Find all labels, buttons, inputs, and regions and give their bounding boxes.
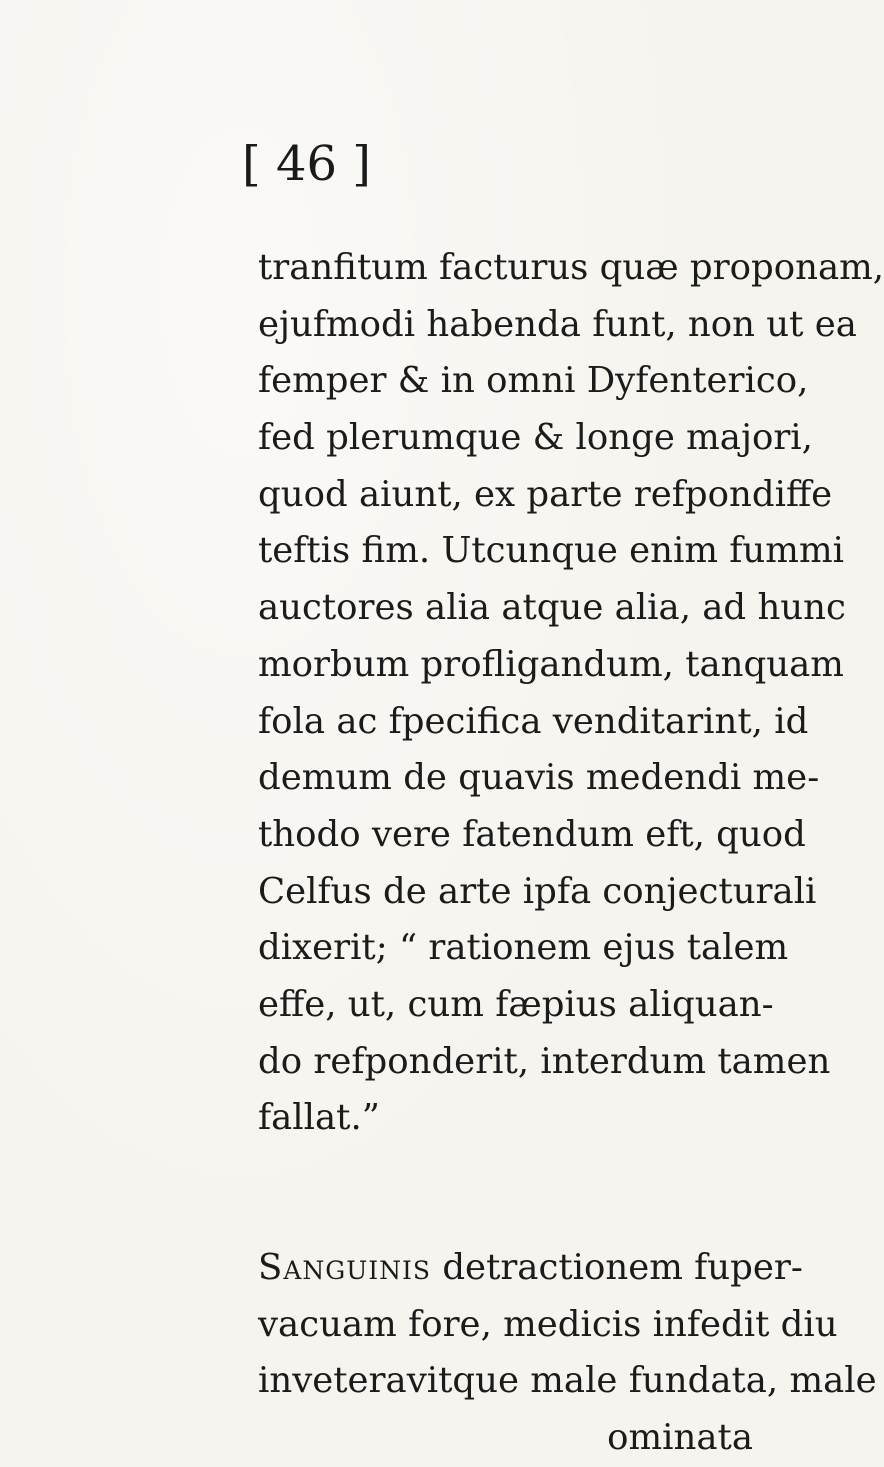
text-line: fola ac fpecifica venditarint, id bbox=[258, 700, 809, 742]
line-rest: detractionem fuper- bbox=[431, 1247, 803, 1288]
text-line: femper & in omni Dyfenterico, bbox=[258, 360, 809, 402]
text-line: teftis fim. Utcunque enim fummi bbox=[258, 530, 844, 572]
text-line: vacuam fore, medicis infedit diu bbox=[258, 1303, 838, 1345]
text-line: demum de quavis medendi me- bbox=[258, 757, 820, 799]
text-line bbox=[258, 1240, 803, 1297]
text-line: fallat.” bbox=[258, 1097, 380, 1139]
text-line: do refponderit, interdum tamen bbox=[258, 1040, 831, 1082]
paragraph-gap bbox=[258, 1147, 753, 1240]
text-line: ejufmodi habenda funt, non ut ea bbox=[258, 303, 857, 345]
paragraph-1 bbox=[258, 240, 884, 1147]
text-line: inveteravitque male fundata, male bbox=[258, 1360, 877, 1402]
text-line: fed plerumque & longe majori, bbox=[258, 417, 813, 459]
text-line: Celfus de arte ipfa conjecturali bbox=[258, 870, 817, 912]
text-line: thodo vere fatendum eft, quod bbox=[258, 813, 806, 855]
body-text bbox=[258, 240, 884, 1467]
paragraph-2 bbox=[258, 1240, 877, 1467]
text-line: morbum profligandum, tanquam bbox=[258, 643, 844, 685]
initial-word: Sanguinis bbox=[258, 1247, 432, 1288]
text-line: effe, ut, cum fæpius aliquan- bbox=[258, 983, 774, 1025]
text-line: tranfitum facturus quæ proponam, bbox=[258, 247, 884, 288]
page-number: [ 46 ] bbox=[241, 136, 372, 192]
text-line: auctores alia atque alia, ad hunc bbox=[258, 587, 846, 629]
catchword: ominata bbox=[607, 1417, 753, 1459]
text-line: dixerit; “ rationem ejus talem bbox=[258, 927, 789, 969]
text-line: quod aiunt, ex parte refpondiffe bbox=[258, 473, 833, 515]
